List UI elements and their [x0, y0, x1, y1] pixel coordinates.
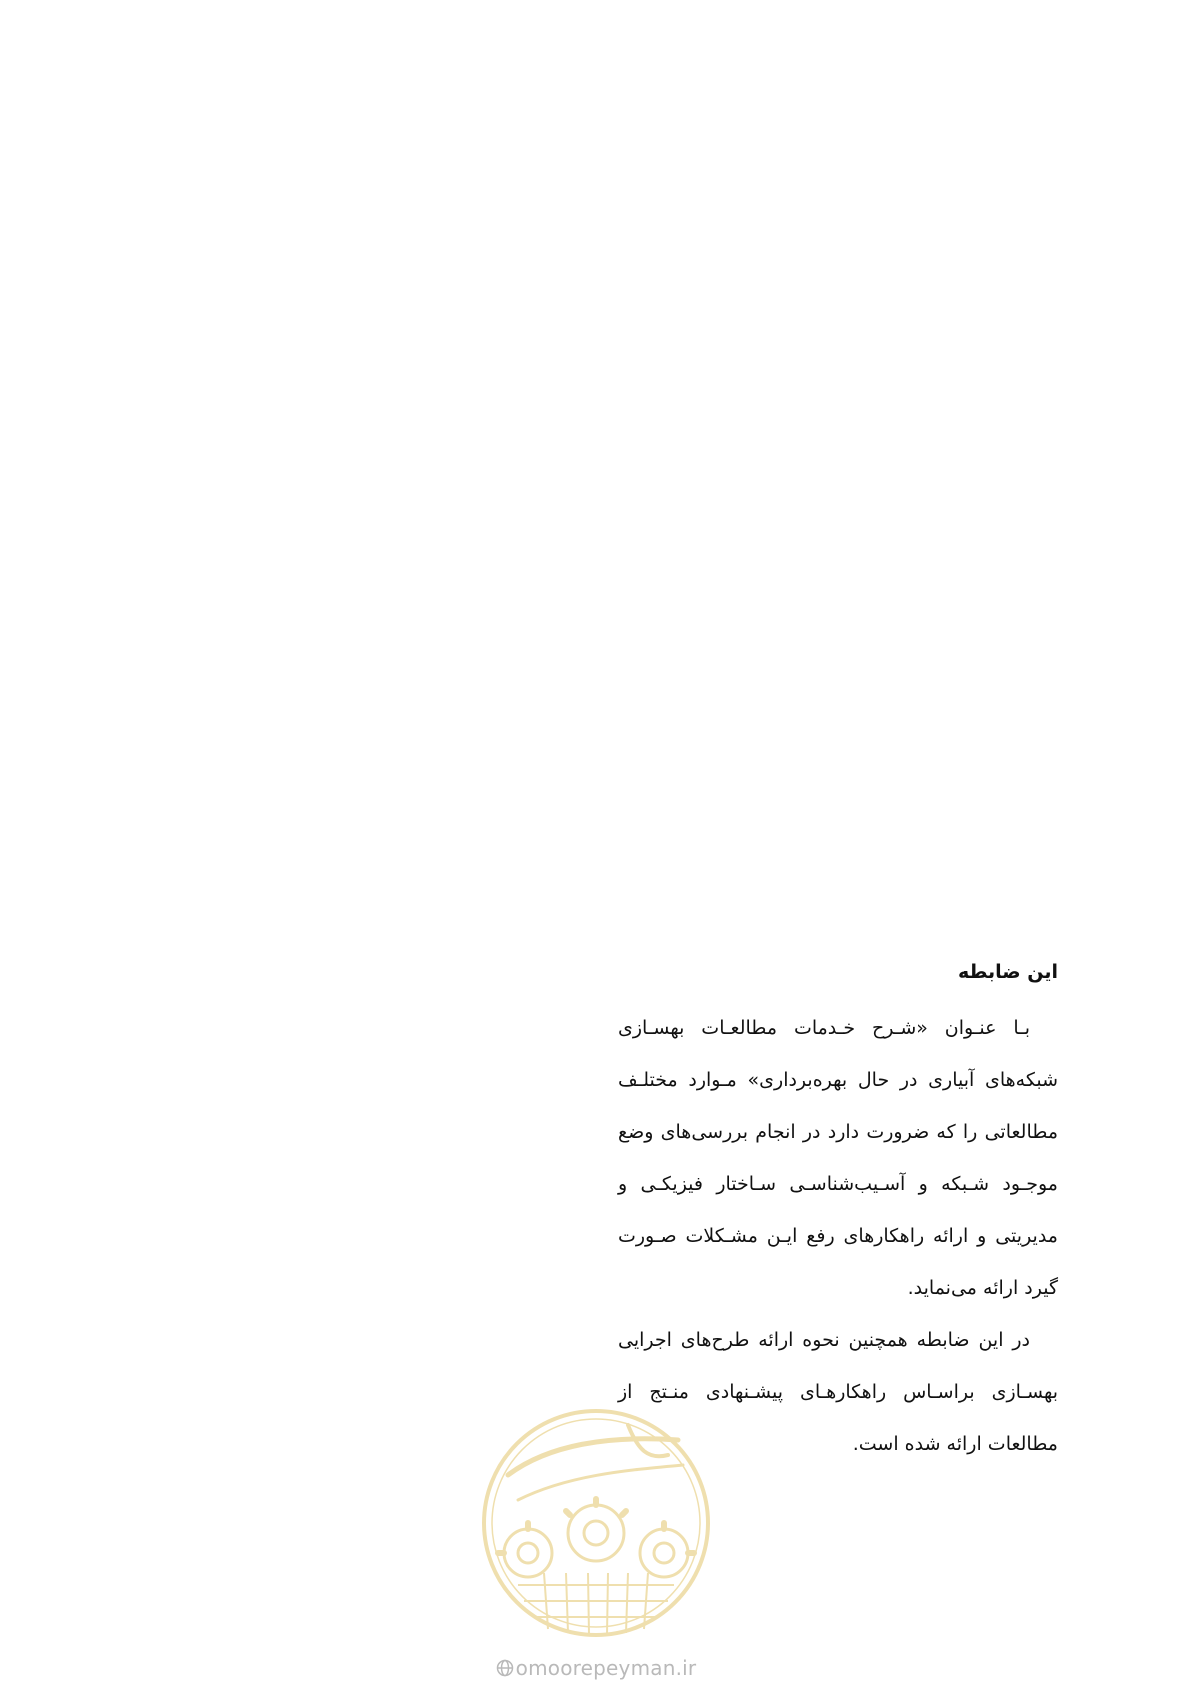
paragraph-scope: در این ضابطه همچنین نحوه ارائه طرح‌های اجرایی بهسـازی براسـاس راهکارهـای پیشـنهادی منـتج از مطالعات ارائه شده است.: [618, 1329, 1058, 1455]
paragraph-intro: بـا عنـوان «شـرح خـدمات مطالعـات بهسـازی شبکه‌های آبیاری در حال بهره‌برداری» مـوارد مختلـف مطالعاتی را که ضرورت دارد در انجام بررسی‌های وضع موجـود شـبکه و آسـیب‌شناسـی سـاختار فیزیکـی و مدیریتی و ارائه راهکارهای رفع ایـن مشـکلات صـورت گیرد ارائه می‌نماید.: [618, 1017, 1058, 1299]
website-text: omoorepeyman.ir: [515, 1656, 697, 1680]
section-title: این ضابطه: [957, 961, 1058, 983]
website-watermark: [478, 1656, 714, 1682]
omoorepeyman-logo-watermark: [478, 1405, 714, 1641]
globe-icon: [496, 1658, 514, 1682]
abstract-section: [618, 952, 1058, 1470]
